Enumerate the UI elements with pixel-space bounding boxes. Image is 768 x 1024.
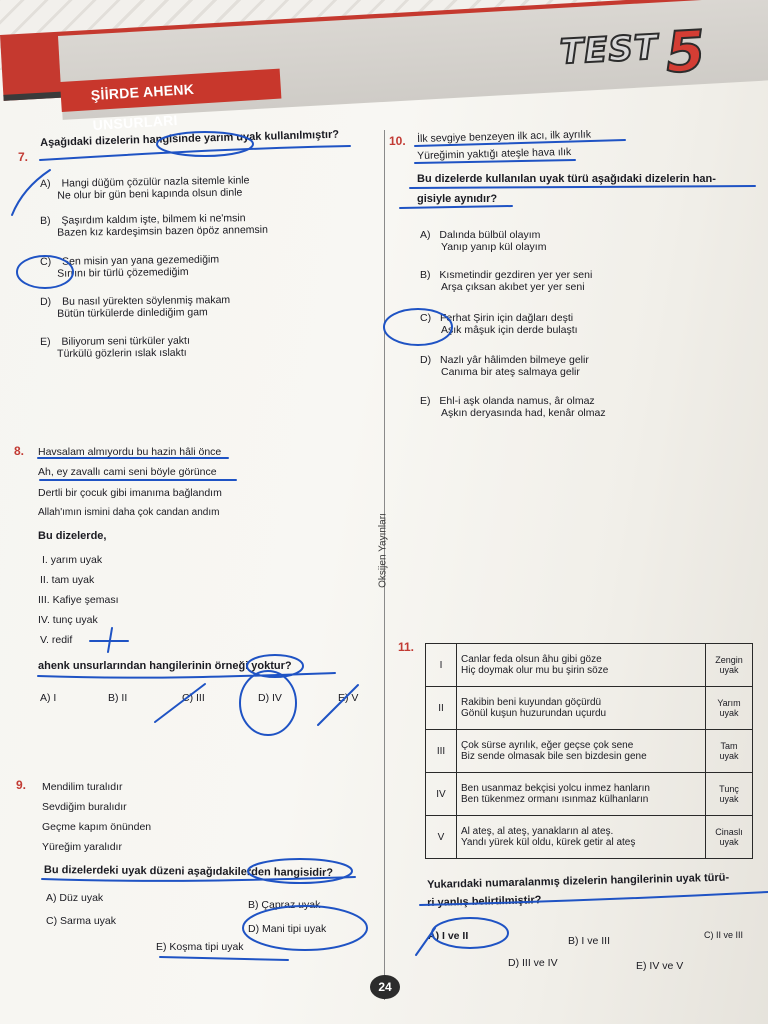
row-verses bbox=[457, 773, 706, 816]
rhyme-type-word: uyak bbox=[719, 665, 739, 675]
q11-table bbox=[425, 643, 753, 859]
rhyme-type-word: Zengin bbox=[715, 655, 743, 665]
q7-option-a[interactable] bbox=[40, 174, 250, 202]
q7-number: 7. bbox=[18, 150, 29, 164]
rhyme-type bbox=[706, 730, 753, 773]
q9-line-4: Yüreğim yaralıdır bbox=[42, 841, 122, 853]
q10-stem-2: gisiyle aynıdır? bbox=[417, 193, 498, 205]
row-number: IV bbox=[426, 773, 457, 816]
q11-stem-1: Yukarıdaki numaralanmış dizelerin hangilerinin uyak türü- bbox=[427, 871, 730, 891]
verse-line: Ben usanmaz bekçisi yolcu inmez hanların bbox=[461, 783, 650, 794]
q10-line-2: Yüreğimin yaktığı ateşle hava ılık bbox=[417, 145, 572, 162]
q11-option-b[interactable]: B) I ve III bbox=[568, 935, 611, 947]
q9-e-underline bbox=[160, 957, 288, 960]
q8-line-2: Ah, ey zavallı cami seni böyle görünce bbox=[38, 466, 217, 478]
row-number: II bbox=[426, 687, 457, 730]
q7-stem: Aşağıdaki dizelerin hangisinde yarım uyak kullanılmıştır? bbox=[40, 128, 340, 149]
rhyme-type-word: uyak bbox=[719, 708, 739, 718]
rhyme-type-word: Tam bbox=[720, 741, 738, 751]
q8-item-1: I. yarım uyak bbox=[42, 554, 103, 566]
q10-b-line1: Kısmetindir gezdiren yer yer seni bbox=[439, 269, 593, 281]
q10-d-letter: D) bbox=[420, 354, 432, 366]
q10-d-line2: Canıma bir ateş salmaya gelir bbox=[441, 366, 580, 378]
q7-c-line2: Sırrını bir türlü çözemediğim bbox=[57, 265, 189, 280]
q8-item-3: III. Kafiye şeması bbox=[38, 594, 119, 606]
table-row bbox=[426, 773, 753, 816]
q10-option-d[interactable] bbox=[420, 354, 589, 378]
q7-c-line1: Sen misin yan yana gezemediğim bbox=[62, 253, 220, 268]
rhyme-type-word: uyak bbox=[719, 751, 739, 761]
q8-cross-mark bbox=[90, 628, 128, 652]
q7-c-letter: C) bbox=[40, 255, 52, 268]
q9-option-e[interactable]: E) Koşma tipi uyak bbox=[156, 941, 244, 953]
rhyme-type-word: Tunç bbox=[719, 784, 739, 794]
rhyme-type-word: Yarım bbox=[717, 698, 741, 708]
q8-stem: ahenk unsurlarından hangilerinin örneği yoktur? bbox=[38, 660, 292, 672]
q10-c-line1: Ferhat Şirin için dağları deşti bbox=[440, 312, 574, 324]
q7-e-letter: E) bbox=[40, 335, 51, 348]
verse-line: Ben tükenmez ormanı ısınmaz külhanların bbox=[461, 794, 649, 805]
q8-line-4: Allah'ımın ismini daha çok candan andım bbox=[38, 507, 220, 518]
q11-number: 11. bbox=[398, 640, 415, 654]
q7-a-line1: Hangi düğüm çözülür nazla sitemle kinle bbox=[61, 174, 250, 190]
q7-b-line2: Bazen kız kardeşimsin bazen öpöz annemsin bbox=[57, 223, 269, 239]
q9-option-d[interactable]: D) Mani tipi uyak bbox=[248, 923, 327, 935]
q7-e-line2: Türkülü gözlerin ıslak ıslaktı bbox=[57, 346, 187, 360]
q9-stem: Bu dizelerdeki uyak düzeni aşağıdakilerden hangisidir? bbox=[43, 864, 334, 880]
verse-line: Rakibin beni kuyundan göçürdü bbox=[461, 697, 602, 708]
q10-a-line1: Dalında bülbül olayım bbox=[439, 229, 541, 241]
q9-option-c[interactable]: C) Sarma uyak bbox=[46, 915, 117, 927]
q8-e-slash bbox=[318, 685, 358, 725]
table-row bbox=[426, 644, 753, 687]
q8-item-4: IV. tunç uyak bbox=[38, 614, 98, 626]
q8-option-c[interactable]: C) III bbox=[182, 692, 205, 704]
verse-line: Çok sürse ayrılık, eğer geçse çok sene bbox=[461, 740, 634, 751]
table-row bbox=[426, 816, 753, 859]
q8-option-d[interactable]: D) IV bbox=[258, 692, 282, 704]
q11-option-a[interactable]: A) I ve II bbox=[428, 930, 469, 942]
verse-line: Hiç doymak olur mu bu şirin söze bbox=[461, 665, 609, 676]
rhyme-type bbox=[706, 687, 753, 730]
q11-option-c[interactable]: C) II ve III bbox=[704, 930, 744, 940]
q11-option-d[interactable]: D) III ve IV bbox=[508, 957, 558, 969]
q10-a-letter: A) bbox=[420, 229, 431, 241]
test-number: 5 bbox=[664, 19, 707, 86]
q7-option-b[interactable] bbox=[40, 212, 268, 239]
q11-stem-2: ri yanlış belirtilmiştir? bbox=[427, 894, 542, 909]
q7-option-c[interactable] bbox=[40, 254, 219, 280]
q7-option-d[interactable] bbox=[40, 294, 230, 320]
q7-d-letter: D) bbox=[40, 295, 52, 308]
q8-stem-underline bbox=[38, 673, 335, 678]
q7-d-line2: Bütün türkülerde dinlediğim gam bbox=[57, 306, 208, 320]
q8-line-3: Dertli bir çocuk gibi imanıma bağlandım bbox=[38, 487, 222, 499]
q8-option-b[interactable]: B) II bbox=[108, 692, 128, 704]
q9-line-3: Geçme kapım önünden bbox=[42, 821, 152, 833]
q10-option-e[interactable] bbox=[420, 395, 606, 419]
verse-line: Yandı yürek kül oldu, kürek getir al ateş bbox=[461, 837, 636, 848]
q7-underline bbox=[40, 146, 350, 160]
verse-line: Biz sende olmasak bile sen bizdesin gene bbox=[461, 751, 647, 762]
q9-number: 9. bbox=[16, 778, 27, 792]
rhyme-type-word: Cinaslı bbox=[715, 827, 743, 837]
q10-option-a[interactable] bbox=[420, 229, 546, 253]
q7-b-letter: B) bbox=[40, 214, 51, 227]
rhyme-type bbox=[706, 773, 753, 816]
q10-b-line2: Arşa çıksan akıbet yer yer seni bbox=[441, 281, 585, 293]
q8-item-5: V. redif bbox=[40, 634, 73, 646]
q10-a-line2: Yanıp yanıp kül olayım bbox=[441, 241, 547, 253]
q10-e-line2: Aşkın deryasında had, kenâr olmaz bbox=[441, 407, 606, 419]
q8-line-1: Havsalam almıyordu bu hazin hâli önce bbox=[38, 446, 222, 458]
q9-line-2: Sevdiğim buralıdır bbox=[42, 801, 127, 813]
q10-e-letter: E) bbox=[420, 395, 431, 407]
q9-option-b[interactable]: B) Çapraz uyak bbox=[248, 899, 321, 911]
publisher-label: Oksijen Yayınları bbox=[377, 513, 389, 588]
q10-option-c[interactable] bbox=[420, 312, 578, 336]
test-label: TEST bbox=[559, 27, 660, 73]
section-title: ŞİİRDE AHENK UNSURLARI bbox=[60, 69, 281, 112]
verse-line: Al ateş, al ateş, yanakların al ateş. bbox=[461, 826, 614, 837]
row-verses bbox=[457, 730, 706, 773]
q7-d-line1: Bu nasıl yürekten söylenmiş makam bbox=[62, 294, 231, 308]
row-verses bbox=[457, 687, 706, 730]
q7-b-line1: Şaşırdım kaldım işte, bilmem ki ne'msin bbox=[61, 212, 246, 227]
row-number: III bbox=[426, 730, 457, 773]
q10-line-1: İlk sevgiye benzeyen ilk acı, ilk ayrılık bbox=[417, 128, 592, 145]
q10-stem-1: Bu dizelerde kullanılan uyak türü aşağıdaki dizelerin han- bbox=[417, 173, 716, 185]
q10-c-line2: Aşık mâşuk için derde bulaştı bbox=[441, 324, 578, 336]
q8-lead: Bu dizelerde, bbox=[38, 530, 107, 542]
q10-number: 10. bbox=[389, 134, 406, 148]
page-number: 24 bbox=[370, 975, 400, 999]
row-verses bbox=[457, 816, 706, 859]
q8-item-2: II. tam uyak bbox=[40, 574, 95, 586]
q11-option-e[interactable]: E) IV ve V bbox=[636, 960, 684, 972]
q10-d-line1: Nazlı yâr hâlimden bilmeye gelir bbox=[440, 354, 589, 366]
verse-line: Gönül kuşun huzurundan uçurdu bbox=[461, 708, 607, 719]
q8-option-e[interactable]: E) V bbox=[338, 692, 359, 704]
q10-b-letter: B) bbox=[420, 269, 431, 281]
table-row bbox=[426, 687, 753, 730]
rhyme-type-word: uyak bbox=[719, 794, 739, 804]
rhyme-type-word: uyak bbox=[719, 837, 739, 847]
row-verses bbox=[457, 644, 706, 687]
q8-option-a[interactable]: A) I bbox=[40, 692, 57, 704]
q10-option-b[interactable] bbox=[420, 269, 592, 293]
table-row bbox=[426, 730, 753, 773]
rhyme-type bbox=[706, 816, 753, 859]
q7-e-line1: Biliyorum seni türküler yaktı bbox=[61, 334, 190, 348]
q10-c-letter: C) bbox=[420, 312, 432, 324]
rhyme-type bbox=[706, 644, 753, 687]
row-number: I bbox=[426, 644, 457, 687]
q8-number: 8. bbox=[14, 444, 25, 458]
q7-option-e[interactable] bbox=[40, 335, 190, 360]
row-number: V bbox=[426, 816, 457, 859]
q7-a-line2: Ne olur bir gün beni kapında olsun dinle bbox=[57, 186, 243, 202]
q9-option-a[interactable]: A) Düz uyak bbox=[46, 892, 104, 904]
q9-line-1: Mendilim turalıdır bbox=[42, 781, 123, 793]
q10-e-line1: Ehl-i aşk olanda namus, âr olmaz bbox=[439, 395, 595, 407]
q7-a-letter: A) bbox=[40, 177, 51, 190]
verse-line: Canlar feda olsun âhu gibi göze bbox=[461, 654, 602, 665]
